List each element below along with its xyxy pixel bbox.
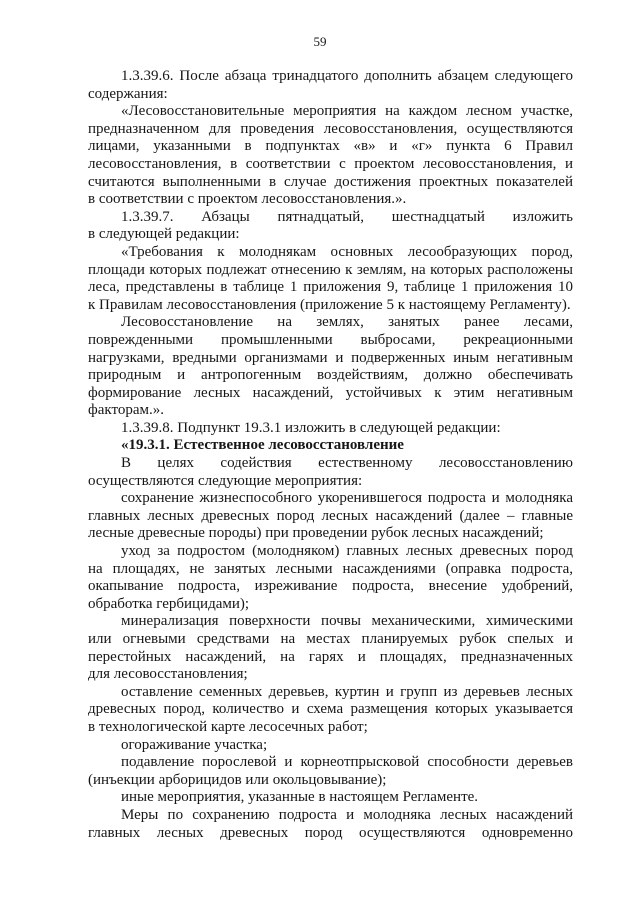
- paragraph: [88, 209, 573, 244]
- text-line: предназначенном для проведения лесовосстановления, осуществляются: [88, 120, 573, 137]
- text-line: окапывание подроста, изреживание подроста, внесение удобрений,: [88, 578, 573, 595]
- text-line: к Правилам лесовосстановления (приложение 5 к настоящему Регламенту).: [88, 296, 571, 313]
- paragraph: [88, 68, 573, 103]
- text-line: перестойных насаждений, на гарях и площадях, предназначенных: [88, 648, 573, 665]
- paragraph: [88, 103, 573, 209]
- text-line: подавление порослевой и корнеотпрысковой способности деревьев: [121, 754, 573, 771]
- paragraph: [88, 737, 573, 755]
- text-line: уход за подростом (молодняком) главных лесных древесных пород: [121, 543, 573, 560]
- text-line: минерализация поверхности почвы механическими, химическими: [121, 613, 573, 630]
- text-line: в соответствии с проектом лесовосстановления.».: [88, 191, 407, 208]
- text-line: площади которых подлежат отнесению к землям, на которых расположены: [88, 261, 573, 278]
- paragraph: [88, 807, 573, 842]
- page-number: 59: [313, 34, 327, 49]
- paragraph: [88, 684, 573, 737]
- text-line: в следующей редакции:: [88, 226, 240, 243]
- text-line: оставление семенных деревьев, куртин и групп из деревьев лесных: [121, 683, 573, 700]
- text-line: В целях содействия естественному лесовосстановлению: [121, 455, 573, 472]
- text-line: лесные древесные породы) при проведении рубок лесных насаждений;: [88, 525, 544, 542]
- text-line: 1.3.39.8. Подпункт 19.3.1 изложить в следующей редакции:: [121, 419, 501, 436]
- text-line: «Требования к молоднякам основных лесообразующих пород,: [121, 243, 573, 260]
- text-line: сохранение жизнеспособного укоренившегося подроста и молодняка: [121, 490, 573, 507]
- paragraph: [88, 789, 573, 807]
- text-line: считаются выполненными в случае достижения проектных показателей: [88, 173, 573, 190]
- text-line: 1.3.39.7. Абзацы пятнадцатый, шестнадцатый изложить: [121, 208, 573, 225]
- text-line: Лесовосстановление на землях, занятых ранее лесами,: [121, 314, 573, 331]
- text-line: «19.3.1. Естественное лесовосстановление: [121, 437, 404, 454]
- text-line: или огневыми средствами на местах планируемых рубок спелых и: [88, 631, 573, 647]
- text-line: главных лесных древесных пород лесных насаждений (далее – главные: [88, 507, 573, 524]
- paragraph: [88, 613, 573, 683]
- text-line: для лесовосстановления;: [88, 666, 248, 683]
- text-line: поврежденными промышленными выбросами, рекреационными: [88, 331, 573, 348]
- text-line: факторам.».: [88, 402, 164, 419]
- paragraph: [88, 314, 573, 420]
- document-body: [88, 68, 573, 842]
- paragraph: [88, 437, 573, 455]
- text-line: (инъекции арборицидов или окольцовывание);: [88, 771, 387, 788]
- text-line: лицами, указанными в подпунктах «в» и «г» пункта 6 Правил: [88, 138, 573, 155]
- text-line: природным и антропогенным воздействиям, должно обеспечивать: [88, 367, 573, 384]
- text-line: иные мероприятия, указанные в настоящем Регламенте.: [121, 789, 479, 806]
- text-line: главных лесных древесных пород осуществляются одновременно: [88, 824, 573, 841]
- paragraph: [88, 490, 573, 543]
- paragraph: [88, 244, 573, 314]
- text-line: леса, представлены в таблице 1 приложения 9, таблице 1 приложения 10: [88, 279, 573, 296]
- text-line: на площадях, не занятых лесными насаждениями (оправка подроста,: [88, 560, 573, 577]
- text-line: формирование лесных насаждений, устойчивых к этим негативным: [88, 384, 573, 401]
- text-line: 1.3.39.6. После абзаца тринадцатого дополнить абзацем следующего: [121, 68, 573, 84]
- text-line: обработка гербицидами);: [88, 595, 250, 612]
- text-line: «Лесовосстановительные мероприятия на каждом лесном участке,: [121, 103, 573, 120]
- text-line: в технологической карте лесосечных работ;: [88, 718, 368, 735]
- text-line: древесных пород, количество и схема размещения которых указывается: [88, 701, 573, 718]
- text-line: лесовосстановления, в соответствии с проектом лесовосстановления, и: [88, 155, 573, 172]
- text-line: нагрузками, вредными организмами и подверженных иным негативным: [88, 349, 573, 366]
- text-line: содержания:: [88, 85, 168, 102]
- paragraph: [88, 754, 573, 789]
- paragraph: [88, 455, 573, 490]
- paragraph: [88, 420, 573, 438]
- text-line: огораживание участка;: [121, 736, 268, 753]
- text-line: Меры по сохранению подроста и молодняка лесных насаждений: [121, 806, 573, 823]
- text-line: осуществляются следующие мероприятия:: [88, 472, 363, 489]
- paragraph: [88, 543, 573, 613]
